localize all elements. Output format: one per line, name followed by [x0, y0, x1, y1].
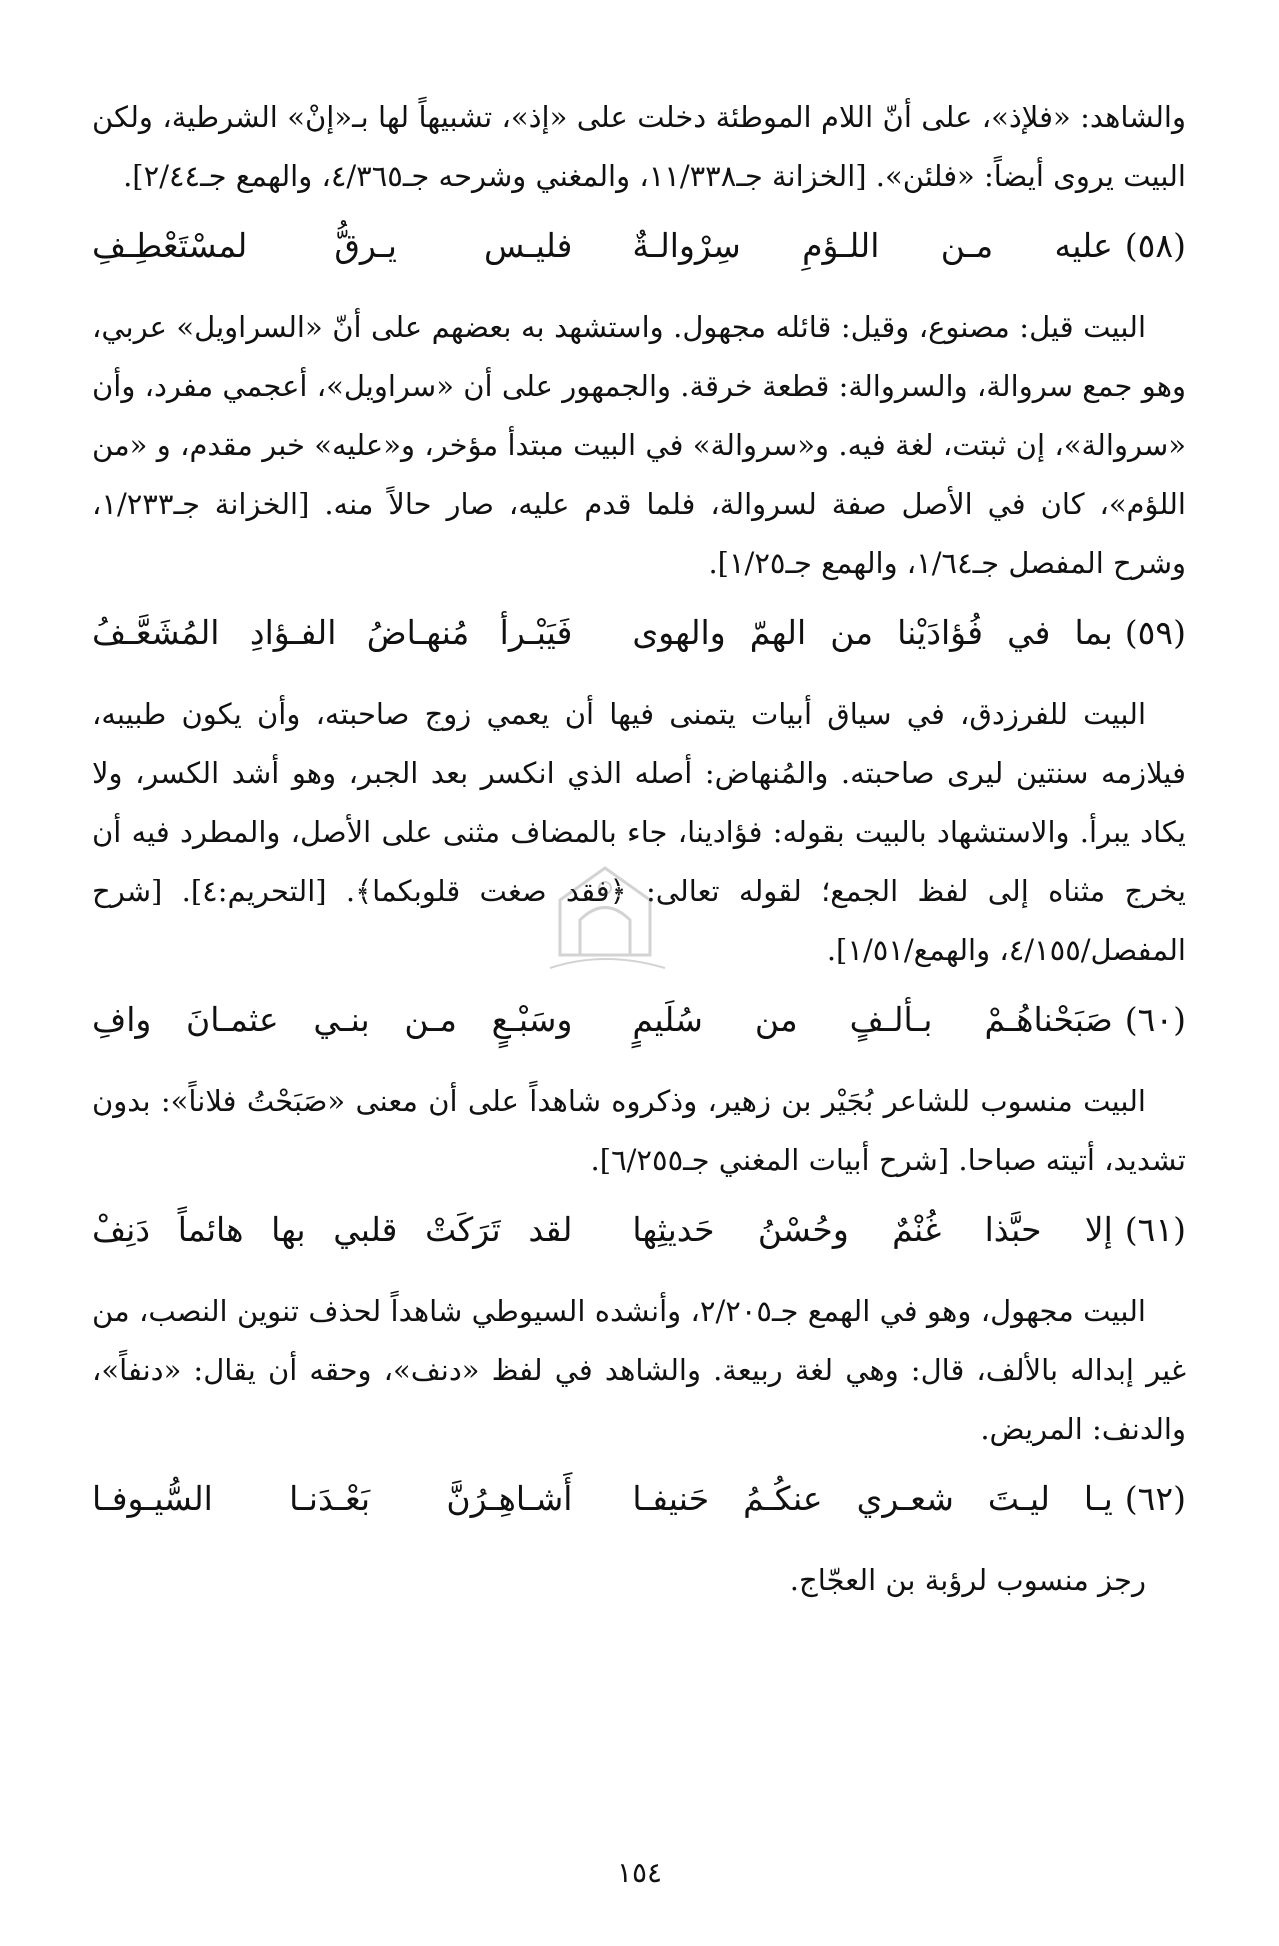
verse-number: (٥٩)	[1124, 613, 1186, 652]
page-body	[92, 88, 1186, 1616]
paragraph-commentary-62: رجز منسوب لرؤبة بن العجّاج.	[789, 1563, 1146, 1597]
paragraph-commentary-58: البيت قيل: مصنوع، وقيل: قائله مجهول. واستشهد به بعضهم على أنّ «السراويل» عربي، وهو جمع سروالة، والسروالة: قطعة خرقة. والجمهور على أن «سراويل»، أعجمي مفرد، وأن «سروالة»، إن ثبتت، لغة فيه. و«سروالة» في البيت مبتدأ مؤخر، و«عليه» خبر مقدم، و «من اللؤم»، كان في الأصل صفة لسروالة، فلما قدم عليه، صار حالاً منه. [الخزانة جـ١/٢٣٣، وشرح المفصل جـ١/٦٤، والهمع جـ١/٢٥].	[92, 310, 1186, 580]
paragraph-commentary-60: البيت منسوب للشاعر بُجَيْر بن زهير، وذكروه شاهداً على أن معنى «صَبَحْتُ فلاناً»: بدون تشديد، أتيته صباحا. [شرح أبيات المغني جـ٦/٢٥٥].	[92, 1084, 1186, 1177]
verse-first-hemistich: بما في فُؤادَيْنا من الهمّ والهوى	[632, 613, 1113, 652]
verse-first-hemistich: عليه مـن اللـؤمِ سِرْوالـةٌ	[632, 226, 1113, 265]
verse-number: (٦٢)	[1124, 1479, 1186, 1518]
verse-61	[92, 1200, 1186, 1260]
verse-number: (٦٠)	[1124, 1000, 1186, 1039]
verse-59	[92, 603, 1186, 663]
verse-first-hemistich: يـا ليـتَ شعـري عنكُـمُ حَنيفـا	[632, 1479, 1113, 1518]
page-number: ١٥٤	[616, 1856, 663, 1889]
paragraph-commentary-61: البيت مجهول، وهو في الهمع جـ٢/٢٠٥، وأنشده السيوطي شاهداً لحذف تنوين النصب، من غير إبداله بالألف، قال: وهي لغة ربيعة. والشاهد في لفظ «دنف»، وحقه أن يقال: «دنفاً»، والدنف: المريض.	[92, 1294, 1186, 1446]
verse-second-hemistich: فَيَبْـرأ مُنهـاضُ الفـؤادِ المُشَعَّـفُ	[91, 613, 573, 652]
verse-number: (٥٨)	[1124, 226, 1186, 265]
verse-second-hemistich: لقد تَرَكَتْ قلبي بها هائماً دَنِفْ	[91, 1210, 573, 1249]
verse-60	[92, 990, 1186, 1050]
library-seal-icon	[540, 860, 670, 980]
paragraph-commentary-57: والشاهد: «فلإذ»، على أنّ اللام الموطئة دخلت على «إذ»، تشبيهاً لها بـ«إنْ» الشرطية، ولكن البيت يروى أيضاً: «فلئن». [الخزانة جـ١١/٣٣٨، والمغني وشرحه جـ٤/٣٦٥، والهمع جـ٢/٤٤].	[92, 100, 1186, 193]
verse-62	[92, 1469, 1186, 1529]
verse-first-hemistich: إلا حبَّذا غُنْمٌ وحُسْنُ حَديثِها	[632, 1210, 1113, 1249]
verse-first-hemistich: صَبَحْناهُـمْ بـألـفٍ من سُلَيمٍ	[632, 1000, 1113, 1039]
verse-second-hemistich: أَشـاهِـرُنَّ بَعْـدَنـا السُّيـوفـا	[91, 1479, 573, 1518]
verse-second-hemistich: فليـس يـرقُّ لمسْتَعْطِـفِ	[91, 226, 573, 265]
paragraph-commentary-59: البيت للفرزدق، في سياق أبيات يتمنى فيها أن يعمي زوج صاحبته، وأن يكون طبيبه، فيلازمه سنتين ليرى صاحبته. والمُنهاض: أصله الذي انكسر بعد الجبر، وهو أشد الكسر، ولا يكاد يبرأ. والاستشهاد بالبيت بقوله: فؤادينا، جاء بالمضاف مثنى على الأصل، والمطرد فيه أن يخرج مثناه إلى لفظ الجمع؛ لقوله تعالى: ﴿فقد صغت قلوبكما﴾. [التحريم:٤]. [شرح المفصل/٤/١٥٥، والهمع/١/٥١].	[92, 697, 1186, 967]
verse-number: (٦١)	[1124, 1210, 1186, 1249]
verse-second-hemistich: وسَبْـعٍ مـن بنـي عثمـانَ وافِ	[91, 1000, 573, 1039]
verse-58	[92, 216, 1186, 276]
